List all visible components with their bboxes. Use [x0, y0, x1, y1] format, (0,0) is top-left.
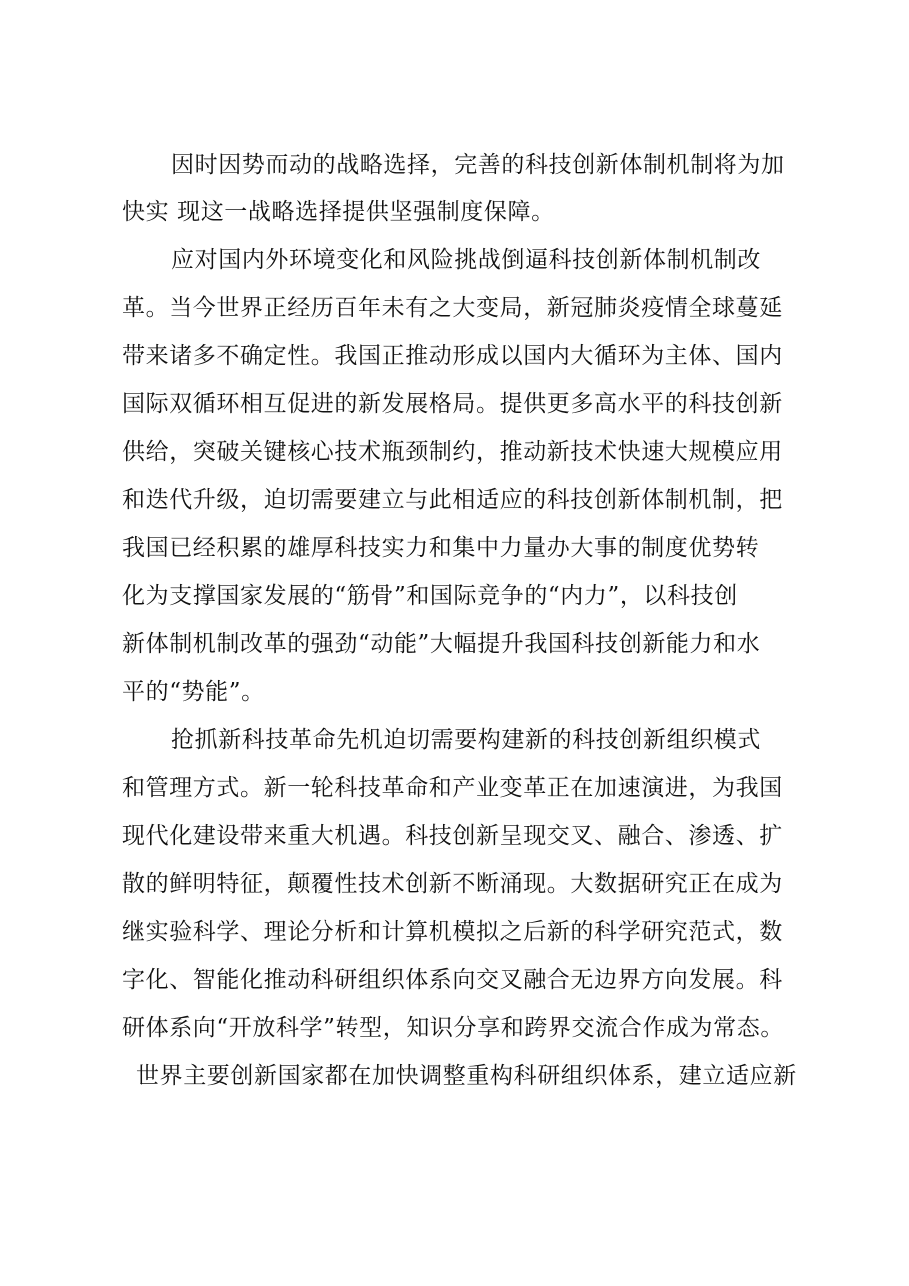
text-line: 和迭代升级，迫切需要建立与此相适应的科技创新体制机制，把 — [122, 487, 783, 513]
text-line: 现代化建设带来重大机遇。科技创新呈现交叉、融合、渗透、扩 — [122, 823, 783, 849]
text-line: 散的鲜明特征，颠覆性技术创新不断涌现。大数据研究正在成为 — [122, 871, 783, 897]
text-line: 国际双循环相互促进的新发展格局。提供更多高水平的科技创新 — [122, 391, 783, 417]
text-line: 和管理方式。新一轮科技革命和产业变革正在加速演进，为我国 — [122, 775, 783, 801]
text-line: 新体制机制改革的强劲“动能”大幅提升我国科技创新能力和水 — [122, 631, 761, 657]
text-line: 抢抓新科技革命先机迫切需要构建新的科技创新组织模式 — [171, 727, 761, 753]
text-line: 带来诸多不确定性。我国正推动形成以国内大循环为主体、国内 — [122, 343, 783, 369]
text-line: 革。当今世界正经历百年未有之大变局，新冠肺炎疫情全球蔓延 — [122, 295, 783, 321]
text-line: 化为支撑国家发展的“筋骨”和国际竞争的“内力”，以科技创 — [122, 583, 738, 609]
text-line: 世界主要创新国家都在加快调整重构科研组织体系，建立适应新 — [136, 1063, 797, 1089]
text-line: 继实验科学、理论分析和计算机模拟之后新的科学研究范式，数 — [122, 919, 783, 945]
text-line: 因时因势而动的战略选择，完善的科技创新体制机制将为加 — [171, 152, 785, 178]
text-line: 字化、智能化推动科研组织体系向交叉融合无边界方向发展。科 — [122, 967, 783, 993]
text-line: 供给，突破关键核心技术瓶颈制约，推动新技术快速大规模应用 — [122, 439, 783, 465]
text-line: 我国已经积累的雄厚科技实力和集中力量办大事的制度优势转 — [122, 535, 760, 561]
text-line: 快实 现这一战略选择提供坚强制度保障。 — [122, 199, 555, 225]
text-line: 平的“势能”。 — [122, 679, 265, 705]
text-line: 应对国内外环境变化和风险挑战倒逼科技创新体制机制改 — [171, 247, 761, 273]
text-line: 研体系向“开放科学”转型，知识分享和跨界交流合作成为常态。 — [122, 1015, 784, 1041]
